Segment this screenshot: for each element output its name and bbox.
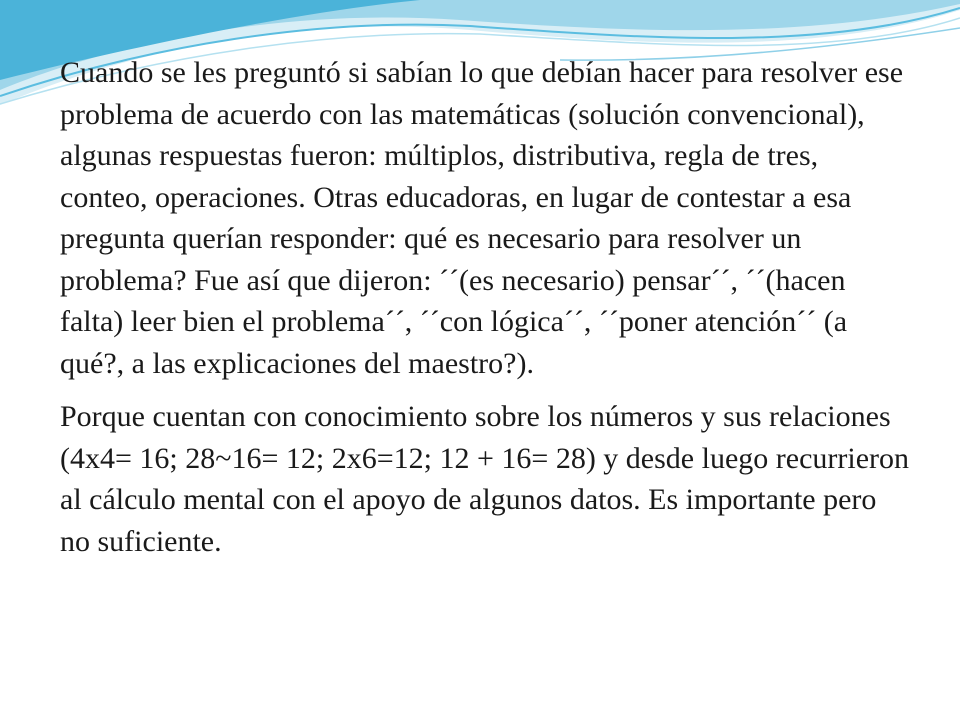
slide-body-text: [60, 52, 910, 562]
paragraph-2: Porque cuentan con conocimiento sobre los números y sus relaciones (4x4= 16; 28~16= 12; 2x6=12; 12 + 16= 28) y desde luego recurrieron al cálculo mental con el apoyo de algunos datos. Es importante pero no suficiente.: [60, 400, 910, 558]
paragraph-1: Cuando se les preguntó si sabían lo que debían hacer para resolver ese problema de acuerdo con las matemáticas (solución convencional), algunas respuestas fueron: múltiplos, distributiva, regla de tres, conteo, operaciones. Otras educadoras, en lugar de contestar a esa pregunta querían responder: qué es necesario para resolver un problema? Fue así que dijeron: ´´(es necesario) pensar´´, ´´(hacen falta) leer bien el problema´´, ´´con lógica´´, ´´poner atención´´ (a qué?, a las explicaciones del maestro?).: [60, 56, 904, 380]
